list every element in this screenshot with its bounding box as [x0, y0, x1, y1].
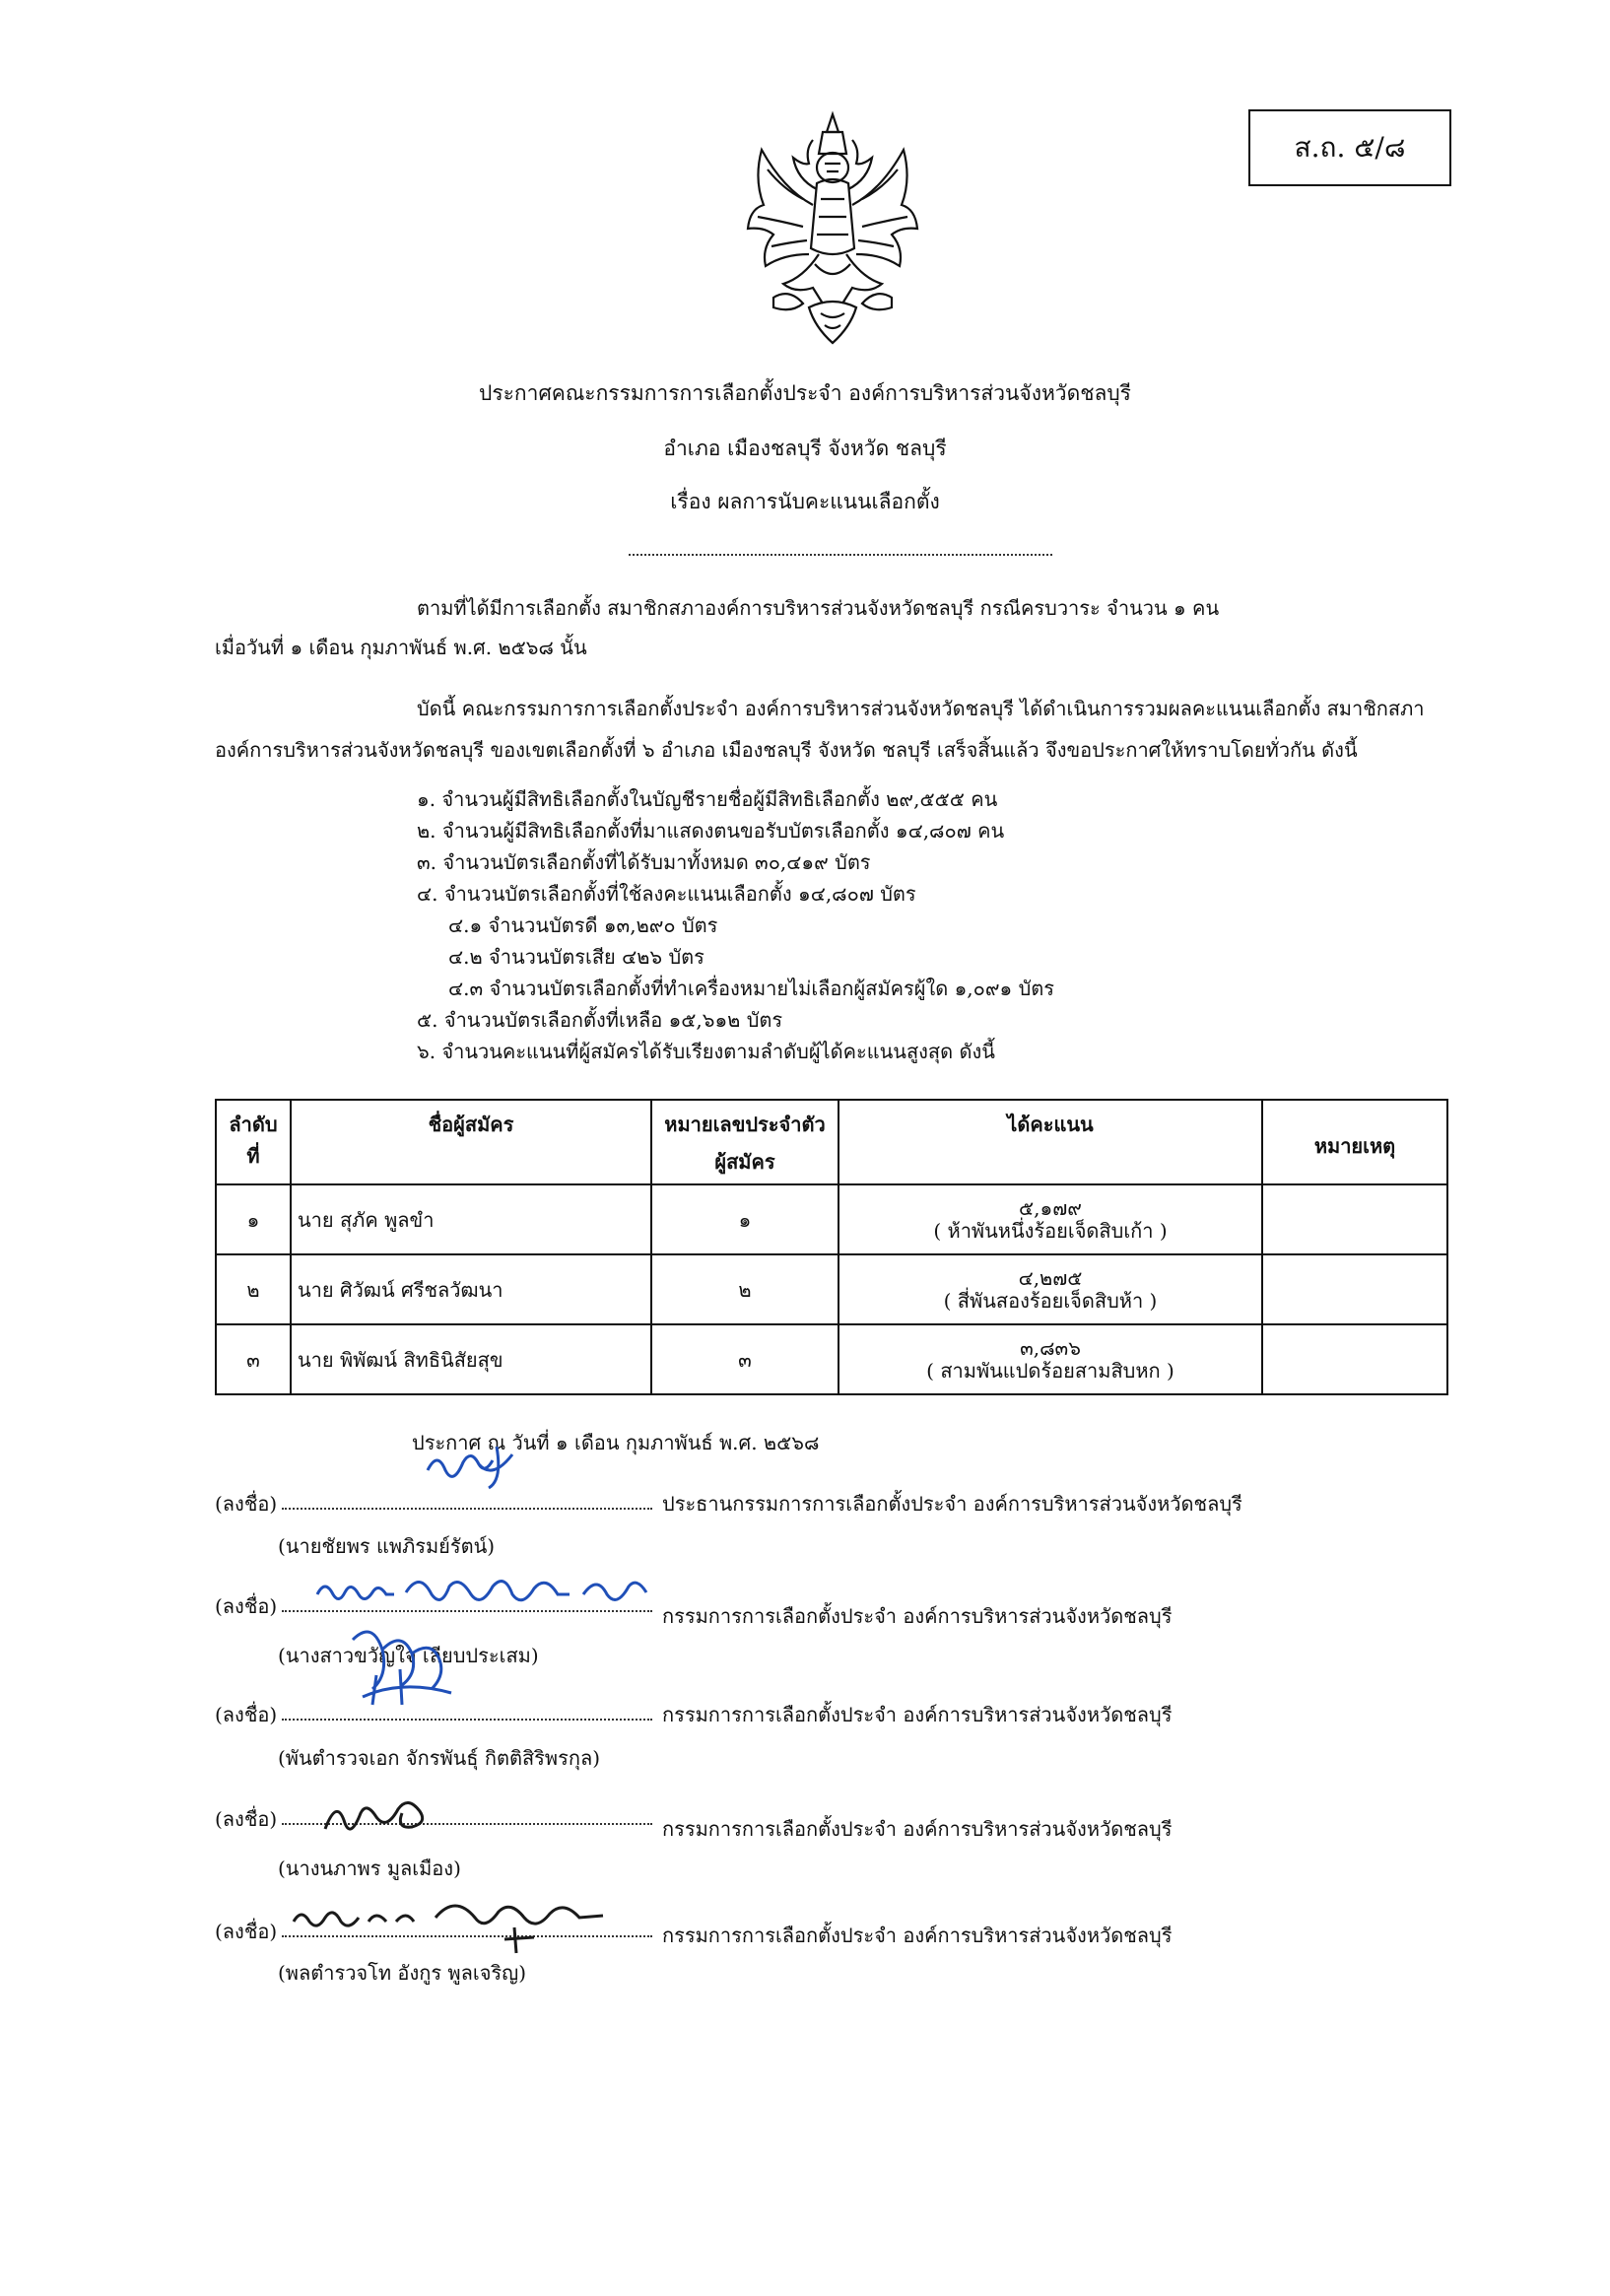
header-divider — [629, 544, 1052, 556]
row-votes-words: ( สี่พันสองร้อยเจ็ดสิบห้า ) — [943, 1288, 1158, 1313]
intro-line-2: เมื่อวันที่ ๑ เดือน กุมภาพันธ์ พ.ศ. ๒๕๖๘ นั้น — [215, 636, 587, 659]
row-votes-cell — [839, 1184, 1262, 1254]
form-code-box — [1248, 109, 1451, 186]
item-4-2: ๔.๒ จำนวนบัตรเสีย ๔๒๖ บัตร — [448, 945, 704, 969]
row-note — [1262, 1324, 1447, 1394]
col-votes-header: ได้คะแนน — [839, 1100, 1262, 1184]
item-3: ๓. จำนวนบัตรเลือกตั้งที่ได้รับมาทั้งหมด ๓๐,๔๑๙ บัตร — [417, 850, 871, 874]
row-rank: ๒ — [216, 1254, 291, 1324]
sign-role-1: ประธานกรรมการการเลือกตั้งประจำ องค์การบริหารส่วนจังหวัดชลบุรี — [662, 1492, 1242, 1516]
sign-role-5: กรรมการการเลือกตั้งประจำ องค์การบริหารส่วนจังหวัดชลบุรี — [662, 1924, 1173, 1947]
item-5: ๕. จำนวนบัตรเลือกตั้งที่เหลือ ๑๕,๖๑๒ บัตร — [417, 1008, 783, 1032]
sign-name-4: (นางนภาพร มูลเมือง) — [278, 1857, 461, 1880]
col-number-header-line-1: หมายเลขประจำตัว — [664, 1113, 826, 1136]
sign-name-1: (นายชัยพร แพภิรมย์รัตน์) — [278, 1534, 496, 1558]
header-line-1: ประกาศคณะกรรมการการเลือกตั้งประจำ องค์การบริหารส่วนจังหวัดชลบุรี — [479, 381, 1131, 405]
item-2: ๒. จำนวนผู้มีสิทธิเลือกตั้งที่มาแสดงตนขอรับบัตรเลือกตั้ง ๑๔,๘๐๗ คน — [417, 819, 1005, 843]
row-candidate-name: นาย พิพัฒน์ สิทธินิสัยสุข — [291, 1324, 651, 1394]
intro-line-1: ตามที่ได้มีการเลือกตั้ง สมาชิกสภาองค์การบริหารส่วนจังหวัดชลบุรี กรณีครบวาระ จำนวน ๑ คน — [417, 596, 1220, 620]
sign-label-3: (ลงชื่อ) — [215, 1703, 278, 1726]
sign-name-5: (พลตำรวจโท อังกูร พูลเจริญ) — [278, 1961, 527, 1985]
row-candidate-number: ๒ — [651, 1254, 839, 1324]
row-votes-cell — [839, 1324, 1262, 1394]
sign-line-3 — [282, 1709, 652, 1721]
sign-label-4: (ลงชื่อ) — [215, 1807, 278, 1831]
announce-date: ประกาศ ณ วันที่ ๑ เดือน กุมภาพันธ์ พ.ศ. ๒๕๖๘ — [412, 1431, 820, 1454]
row-votes: ๕,๑๗๙ — [1019, 1195, 1082, 1220]
row-note — [1262, 1254, 1447, 1324]
row-votes-words: ( สามพันแปดร้อยสามสิบหก ) — [926, 1358, 1174, 1383]
sign-role-2: กรรมการการเลือกตั้งประจำ องค์การบริหารส่วนจังหวัดชลบุรี — [662, 1604, 1173, 1628]
table-row — [216, 1184, 1447, 1254]
header-line-2: อำเภอ เมืองชลบุรี จังหวัด ชลบุรี — [663, 437, 947, 460]
row-candidate-number: ๓ — [651, 1324, 839, 1394]
row-votes: ๓,๘๓๖ — [1020, 1335, 1081, 1360]
sign-label-2: (ลงชื่อ) — [215, 1594, 278, 1618]
item-4-3: ๔.๓ จำนวนบัตรเลือกตั้งที่ทำเครื่องหมายไม่เลือกผู้สมัครผู้ใด ๑,๐๙๑ บัตร — [448, 977, 1054, 1000]
sign-line-1 — [282, 1498, 652, 1510]
signature-chairman — [424, 1441, 532, 1490]
item-1: ๑. จำนวนผู้มีสิทธิเลือกตั้งในบัญชีรายชื่อผู้มีสิทธิเลือกตั้ง ๒๙,๕๕๕ คน — [417, 787, 998, 811]
garuda-emblem-icon — [744, 110, 921, 345]
intro-line-3: บัดนี้ คณะกรรมการการเลือกตั้งประจำ องค์การบริหารส่วนจังหวัดชลบุรี ได้ดำเนินการรวมผลคะแนนเลือกตั้ง สมาชิกสภา — [417, 697, 1425, 720]
row-votes-words: ( ห้าพันหนึ่งร้อยเจ็ดสิบเก้า ) — [933, 1218, 1168, 1243]
sign-label-5: (ลงชื่อ) — [215, 1920, 278, 1943]
table-row — [216, 1254, 1447, 1324]
row-candidate-name: นาย ศิวัฒน์ ศรีชลวัฒนา — [291, 1254, 651, 1324]
sign-label-1: (ลงชื่อ) — [215, 1492, 278, 1516]
table-row — [216, 1324, 1447, 1394]
col-number-header-line-2: ผู้สมัคร — [714, 1150, 775, 1174]
col-name-header: ชื่อผู้สมัคร — [291, 1100, 651, 1184]
item-4: ๔. จำนวนบัตรเลือกตั้งที่ใช้ลงคะแนนเลือกตั้ง ๑๔,๘๐๗ บัตร — [417, 882, 916, 906]
row-rank: ๓ — [216, 1324, 291, 1394]
form-code: ส.ถ. ๕/๘ — [1294, 131, 1406, 164]
intro-line-4: องค์การบริหารส่วนจังหวัดชลบุรี ของเขตเลือกตั้งที่ ๖ อำเภอ เมืองชลบุรี จังหวัด ชลบุรี เสร็จสิ้นแล้ว จึงขอประกาศให้ทราบโดยทั่วกัน ดังนี้ — [215, 738, 1358, 762]
col-rank-header: ลำดับที่ — [216, 1100, 291, 1184]
item-4-1: ๔.๑ จำนวนบัตรดี ๑๓,๒๙๐ บัตร — [448, 913, 718, 937]
results-table — [215, 1099, 1448, 1395]
signature-member-2 — [311, 1565, 656, 1614]
row-candidate-name: นาย สุภัค พูลขำ — [291, 1184, 651, 1254]
signature-member-4 — [321, 1788, 439, 1837]
sign-name-2: (นางสาวขวัญใจ เลียบประเสม) — [278, 1644, 539, 1667]
signature-member-3 — [343, 1620, 471, 1709]
row-rank: ๑ — [216, 1184, 291, 1254]
row-candidate-number: ๑ — [651, 1184, 839, 1254]
sign-role-3: กรรมการการเลือกตั้งประจำ องค์การบริหารส่วนจังหวัดชลบุรี — [662, 1703, 1173, 1726]
row-votes: ๔,๒๗๕ — [1018, 1265, 1083, 1290]
col-number-header — [651, 1100, 839, 1184]
table-header-row — [216, 1100, 1447, 1184]
item-6: ๖. จำนวนคะแนนที่ผู้สมัครได้รับเรียงตามลำดับผู้ได้คะแนนสูงสุด ดังนี้ — [417, 1040, 995, 1063]
row-note — [1262, 1184, 1447, 1254]
signature-member-5 — [288, 1888, 623, 1957]
sign-role-4: กรรมการการเลือกตั้งประจำ องค์การบริหารส่วนจังหวัดชลบุรี — [662, 1817, 1173, 1841]
header-title: เรื่อง ผลการนับคะแนนเลือกตั้ง — [670, 490, 940, 513]
col-note-header: หมายเหตุ — [1262, 1100, 1447, 1184]
sign-name-3: (พันตำรวจเอก จักรพันธุ์ กิตติสิริพรกุล) — [278, 1746, 601, 1770]
row-votes-cell — [839, 1254, 1262, 1324]
